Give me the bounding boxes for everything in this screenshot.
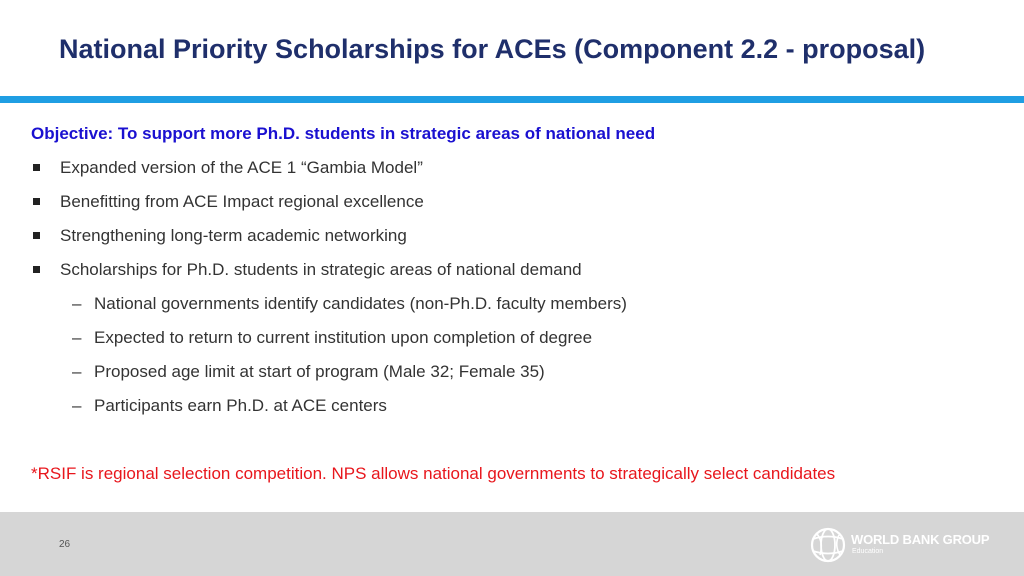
bullet-marker-icon bbox=[33, 198, 40, 205]
logo-name: WORLD BANK GROUP bbox=[851, 532, 990, 547]
bullet-item bbox=[60, 226, 407, 246]
bullet-item bbox=[60, 260, 582, 280]
sub-bullet-text: Expected to return to current institution upon completion of degree bbox=[94, 328, 593, 347]
page-title: National Priority Scholarships for ACEs (Component 2.2 - proposal) bbox=[59, 34, 926, 64]
bullet-marker-icon bbox=[33, 266, 40, 273]
logo-subtitle: Education bbox=[852, 548, 884, 555]
sub-bullet-text: Participants earn Ph.D. at ACE centers bbox=[94, 396, 387, 415]
dash-marker: – bbox=[72, 396, 82, 415]
dash-marker: – bbox=[72, 362, 82, 381]
sub-bullet-text: Proposed age limit at start of program (Male 32; Female 35) bbox=[94, 362, 545, 381]
world-bank-logo bbox=[810, 527, 1000, 563]
sub-bullet-text: National governments identify candidates (non-Ph.D. faculty members) bbox=[94, 294, 627, 313]
bullet-text: Benefitting from ACE Impact regional excellence bbox=[60, 192, 424, 211]
bullet-text: Strengthening long-term academic networking bbox=[60, 226, 407, 245]
sub-bullet-item bbox=[72, 362, 545, 382]
title-divider bbox=[0, 96, 1024, 103]
globe-icon bbox=[810, 527, 846, 563]
bullet-text: Scholarships for Ph.D. students in strategic areas of national demand bbox=[60, 260, 582, 279]
footnote-text: *RSIF is regional selection competition. NPS allows national governments to strategically select candidates bbox=[31, 464, 836, 483]
bullet-marker-icon bbox=[33, 164, 40, 171]
bullet-item bbox=[60, 192, 424, 212]
sub-bullet-item bbox=[72, 396, 387, 416]
footer-bar bbox=[0, 512, 1024, 576]
sub-bullet-item bbox=[72, 294, 627, 314]
bullet-marker-icon bbox=[33, 232, 40, 239]
page-number: 26 bbox=[59, 539, 71, 550]
sub-bullet-item bbox=[72, 328, 593, 348]
bullet-item bbox=[60, 158, 423, 178]
dash-marker: – bbox=[72, 294, 82, 313]
bullet-text: Expanded version of the ACE 1 “Gambia Model” bbox=[60, 158, 423, 177]
dash-marker: – bbox=[72, 328, 82, 347]
objective-text: Objective: To support more Ph.D. students in strategic areas of national need bbox=[31, 124, 656, 143]
